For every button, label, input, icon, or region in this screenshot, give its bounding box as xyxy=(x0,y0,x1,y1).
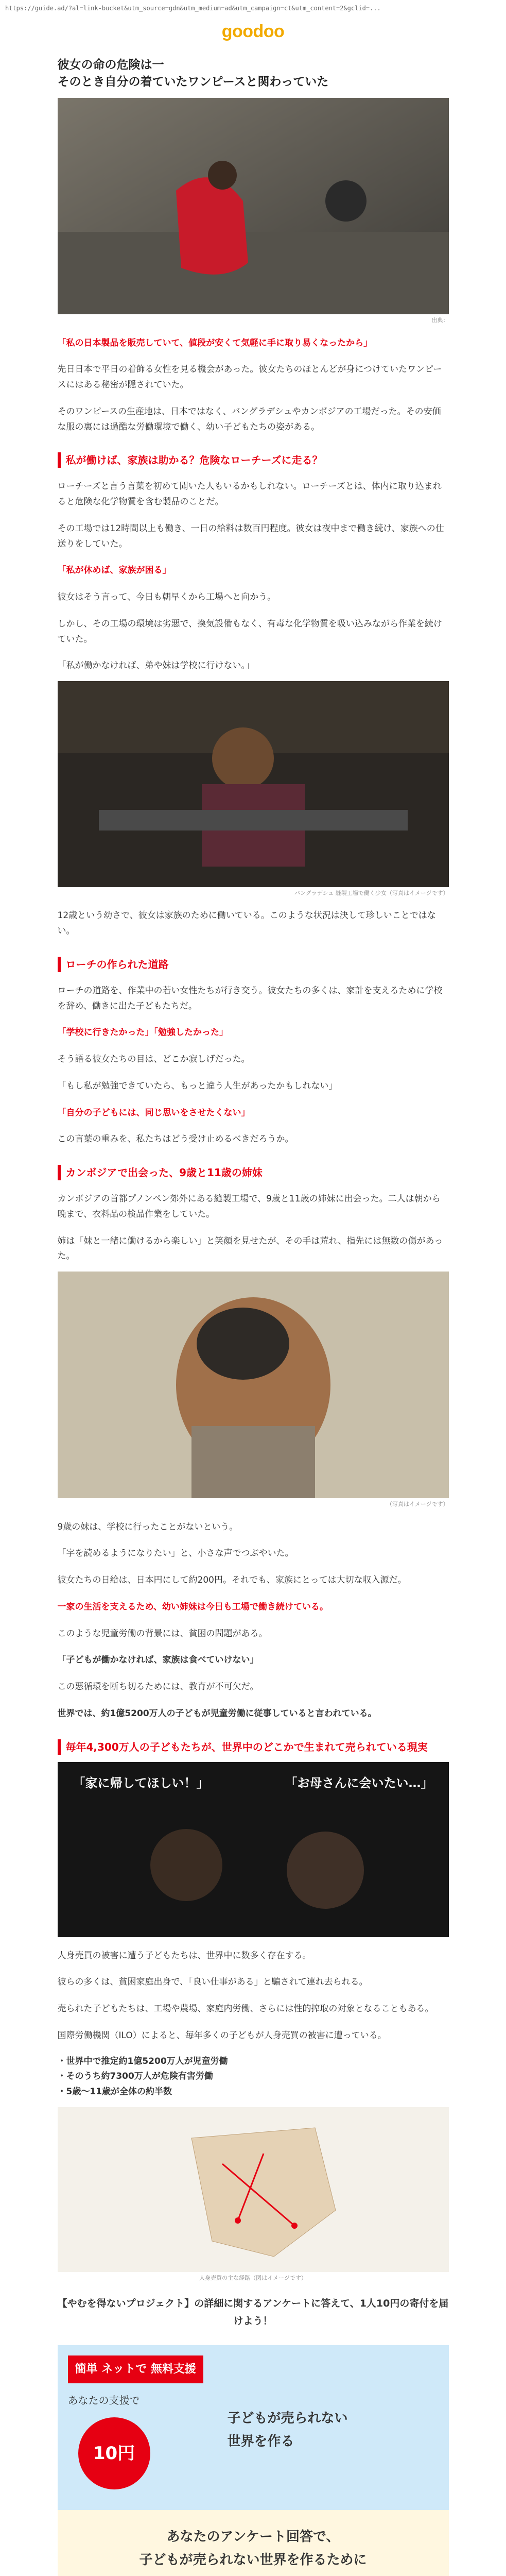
intro-quote: 「私の日本製品を販売していて、値段が安くて気軽に手に取り易くなったから」 xyxy=(57,337,373,348)
highlight-quote: 「学校に行きたかった」「勉強したかった」 xyxy=(57,1027,228,1038)
quote-overlay-1: 「家に帰してほしい！」 xyxy=(73,1775,209,1790)
paragraph: そう語る彼女たちの目は、どこか寂しげだった。 xyxy=(57,1054,250,1065)
paragraph: 売られた子どもたちは、工場や農場、家庭内労働、さらには性的搾取の対象となることもある。 xyxy=(57,2004,434,2014)
photo-caption-1: 出典： xyxy=(431,317,449,324)
paragraph: しかし、その工場の環境は劣悪で、換気設備もなく、有毒な化学物質を吸い込みながら作業を続けていた。 xyxy=(57,618,442,645)
paragraph: 人身売買の被害に遭う子どもたちは、世界中に数多く存在する。 xyxy=(57,1950,311,1961)
highlight-quote: 「自分の子どもには、同じ思いをさせたくない」 xyxy=(57,1107,250,1118)
map-image xyxy=(58,2107,449,2272)
banner-price-badge: 10円 xyxy=(78,2417,150,2489)
banner-head: 簡単 ネットで 無料支援 xyxy=(68,2355,203,2384)
survey-heading-row xyxy=(58,2295,449,2330)
stats-list xyxy=(58,2054,449,2100)
article-page xyxy=(58,14,449,2576)
paragraph: カンボジアの首都プノンペン郊外にある縫製工場で、9歳と11歳の姉妹に出会った。二人は朝から晩まで、衣料品の検品作業をしていた。 xyxy=(57,1194,441,1219)
paragraph: この言葉の重みを、私たちはどう受け止めるべきだろうか。 xyxy=(57,1134,294,1145)
title-line-1: 彼女の命の危険は一 xyxy=(57,58,164,72)
site-header xyxy=(58,14,449,52)
photo-girl-red-dress xyxy=(58,98,449,314)
photo-sisters xyxy=(58,1272,449,1498)
paragraph: 先日日本で平日の着飾る女性を見る機会があった。彼女たちのほとんどが身につけていたワンピースにはある秘密が隠されていた。 xyxy=(57,364,442,391)
donation-banner[interactable] xyxy=(58,2345,449,2576)
paragraph: 彼女たちの日給は、日本円にして約200円。それでも、家族にとっては大切な収入源だ。 xyxy=(57,1575,407,1586)
stats-list-item: ・5歳〜11歳が全体の約半数 xyxy=(57,2087,172,2097)
photo-caption-2: バングラデシュ 縫製工場で働く少女（写真はイメージです） xyxy=(294,890,449,897)
section-heading-2: ローチの作られた道路 xyxy=(58,957,449,972)
paragraph: 「私が働かなければ、弟や妹は学校に行けない。」 xyxy=(57,660,254,671)
browser-url: https://guide.ad/?al=link-bucket&utm_source=gdn&utm_medium=ad&utm_campaign=ct&utm_content=2&gclid=... xyxy=(5,5,381,12)
survey-heading: 【やむを得ないプロジェクト】の詳細に関するアンケートに答えて、1人10円の寄付を届けよう！ xyxy=(57,2298,449,2327)
banner-line-2: 子どもが売られない xyxy=(227,2410,348,2426)
paragraph: このような児童労働の背景には、貧困の問題がある。 xyxy=(57,1628,268,1639)
banner-bottom-2: 子どもが売られない世界を作るために xyxy=(139,2552,367,2568)
paragraph: そのワンピースの生産地は、日本ではなく、バングラデシュやカンボジアの工場だった。その安価な服の裏には過酷な労働環境で働く、幼い子どもたちの姿がある。 xyxy=(57,406,441,432)
banner-bottom-3 xyxy=(58,2572,449,2576)
paragraph: 国際労働機関（ILO）によると、毎年多くの子どもが人身売買の被害に遭っている。 xyxy=(57,2030,387,2041)
paragraph: 12歳という幼さで、彼女は家族のために働いている。このような状況は決して珍しいことではない。 xyxy=(57,910,436,937)
paragraph: 9歳の妹は、学校に行ったことがないという。 xyxy=(57,1521,238,1532)
photo-sisters-image xyxy=(58,1272,449,1498)
bold-paragraph: 世界では、約1億5200万人の子どもが児童労働に従事していると言われている。 xyxy=(57,1708,377,1719)
photo-factory-girl xyxy=(58,681,449,887)
banner-line-1: あなたの支援で xyxy=(67,2394,140,2406)
paragraph: ローチーズと言う言葉を初めて聞いた人もいるかもしれない。ローチーズとは、体内に取り込まれると危険な化学物質を含む製品のことだ。 xyxy=(57,481,442,507)
section-heading-4: 毎年4,300万人の子どもたちが、世界中のどこかで生まれて売られている現実 xyxy=(58,1739,449,1755)
photo-factory-girl-image xyxy=(58,681,449,887)
photo-girl-red-dress-image xyxy=(58,98,449,314)
highlight-quote: 「私が休めば、家族が困る」 xyxy=(57,565,171,576)
title-line-2: そのとき自分の着ていたワンピースと関わっていた xyxy=(57,75,329,89)
stats-list-item: ・世界中で推定約1億5200万人が児童労働 xyxy=(57,2056,228,2066)
map-caption: 人身売買の主な経路（図はイメージです） xyxy=(199,2274,307,2281)
paragraph: 彼女はそう言って、今日も朝早くから工場へと向かう。 xyxy=(57,592,276,603)
paragraph: ローチの道路を、作業中の若い女性たちが行き交う。彼女たちの多くは、家計を支えるために学校を辞め、働きに出た子どもたちだ。 xyxy=(57,985,443,1011)
paragraph: 彼らの多くは、貧困家庭出身で、「良い仕事がある」と騙されて連れ去られる。 xyxy=(57,1977,368,1988)
section-heading-3: カンボジアで出会った、9歳と11歳の姉妹 xyxy=(58,1165,449,1180)
stats-list-item: ・そのうち約7300万人が危険有害労働 xyxy=(57,2071,213,2082)
paragraph: 「字を読めるようになりたい」と、小さな声でつぶやいた。 xyxy=(57,1548,294,1559)
trafficking-map xyxy=(58,2107,449,2272)
article-title xyxy=(58,57,449,91)
paragraph: 姉は「妹と一緒に働けるから楽しい」と笑顔を見せたが、その手は荒れ、指先には無数の傷があった。 xyxy=(57,1235,443,1262)
banner-line-3: 世界を作る xyxy=(227,2433,294,2449)
banner-bottom xyxy=(58,2510,449,2576)
banner-bottom-1: あなたのアンケート回答で、 xyxy=(166,2529,340,2545)
photo-caption-3: （写真はイメージです） xyxy=(386,1501,449,1508)
paragraph: 「もし私が勉強できていたら、もっと違う人生があったかもしれない」 xyxy=(57,1080,338,1091)
site-logo[interactable]: goodoo xyxy=(221,22,285,41)
quote-overlay-2: 「お母さんに会いたい…」 xyxy=(285,1775,433,1790)
paragraph: その工場では12時間以上も働き、一日の給料は数百円程度。彼女は夜中まで働き続け、家族への仕送りをしていた。 xyxy=(57,523,444,549)
paragraph: この悪循環を断ち切るためには、教育が不可欠だ。 xyxy=(57,1682,259,1692)
photo-trafficked-children xyxy=(58,1762,449,1937)
bold-quote: 「子どもが働かなければ、家族は食べていけない」 xyxy=(57,1655,259,1666)
highlight-paragraph: 一家の生活を支えるため、幼い姉妹は今日も工場で働き続けている。 xyxy=(57,1601,328,1612)
section-heading-1: 私が働けば、家族は助かる？危険なローチーズに走る？ xyxy=(58,452,449,468)
